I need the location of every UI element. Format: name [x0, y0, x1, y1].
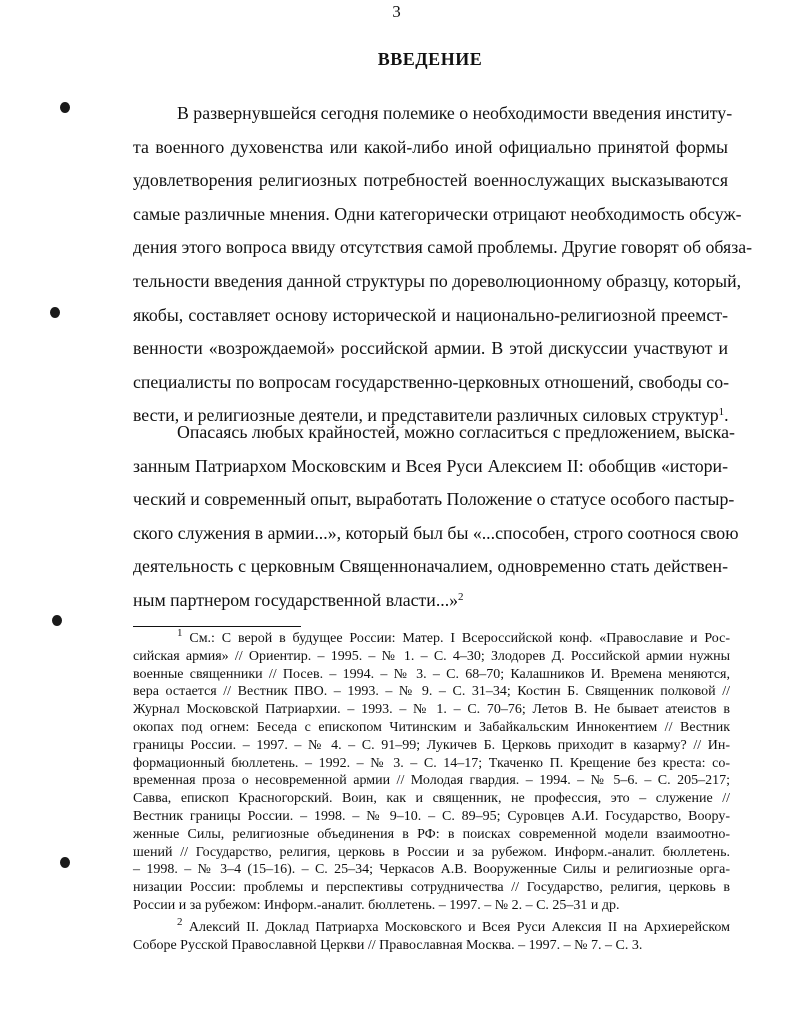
- footnote-text: Алексий II. Доклад Патриарха Московского и Всея Руси Алексия II на Архиерейском: [188, 919, 731, 935]
- footnote-line: вера остается // Вестник ПВО. – 1993. – № 9. – С. 31–34; Костин Б. Священник полковой //: [133, 684, 730, 700]
- footnote-line: формационный бюллетень. – 1992. – № 3. – С. 14–17; Ткаченко П. Крещение без креста: со-: [133, 755, 730, 771]
- binder-hole-mark: [50, 307, 60, 318]
- text-line: специалисты по вопросам государственно-церковных отношений, свободы со-: [133, 371, 730, 392]
- text-line: якобы, составляет основу исторической и национально-религиозной преемст-: [133, 304, 728, 325]
- text-line: та военного духовенства или какой-либо иной официально принятой формы: [133, 136, 728, 157]
- paragraph-1: [133, 97, 753, 433]
- footnote-line: Журнал Московской Патриархии. – 1993. – № 1. – С. 70–76; Летов В. Не бывает атеистов в: [133, 702, 730, 718]
- text-line: дения этого вопроса ввиду отсутствия самой проблемы. Другие говорят об обяза-: [133, 237, 753, 258]
- text-line: деятельность с церковным Священноначалием, одновременно стать действен-: [133, 556, 728, 577]
- footnote-ref-2[interactable]: 2: [458, 590, 464, 603]
- footnote-line: Савва, епископ Красногорский. Воин, как и священник, не профессия, это – служение //: [133, 791, 730, 807]
- footnote-number: 2: [177, 915, 183, 928]
- binder-hole-mark: [60, 857, 70, 868]
- text-line: удовлетворения религиозных потребностей военнослужащих высказываются: [133, 170, 728, 191]
- footnote-line: военные священники // Посев. – 1994. – № 3. – С. 68–70; Калашников И. Времена меняются,: [133, 666, 730, 682]
- text-line: занным Патриархом Московским и Всея Руси Алексием II: обобщив «истори-: [133, 455, 728, 476]
- text-line: венности «возрождаемой» российской армии. В этой дискуссии участвуют и: [133, 338, 728, 359]
- footnote-ref-1[interactable]: 1: [718, 406, 725, 419]
- binder-hole-mark: [52, 615, 62, 626]
- text-line: [133, 584, 728, 618]
- footnote-line: низации России: проблемы и перспективы сотрудничества // Государство, религия, церковь в: [133, 880, 730, 896]
- page-number: 3: [392, 2, 401, 21]
- text-line: ческий и современный опыт, выработать Положение о статусе особого пастыр-: [133, 489, 735, 510]
- footnote-2: [133, 915, 731, 955]
- footnote-text: См.: С верой в будущее России: Матер. I Всероссийской конф. «Православие и Рос-: [189, 631, 730, 646]
- footnotes: [133, 627, 731, 954]
- footnote-line: женные Силы, религиозные объединения в РФ: в поисках современной модели взаимоотно-: [133, 826, 730, 842]
- sentence-end: .: [724, 405, 729, 426]
- text-line: тельности введения данной структуры по дореволюционному образцу, который,: [133, 270, 742, 291]
- footnote-line: – 1998. – № 3–4 (15–16). – С. 25–34; Черкасов А.В. Вооруженные Силы и религиозные орга-: [133, 862, 730, 878]
- footnote-line: временная проза о несовременной армии // Молодая гвардия. – 1994. – № 5–6. – С. 205–217;: [133, 773, 730, 789]
- text-line-content: ным партнером государственной власти...»: [133, 589, 459, 610]
- footnote-line: Вестник границы России. – 1998. – № 9–10. – С. 89–95; Суровцев А.И. Государство, Воору-: [133, 808, 730, 824]
- text-line: В развернувшейся сегодня полемике о необходимости введения институ-: [177, 103, 733, 123]
- footnote-line: Соборе Русской Православной Церкви // Православная Москва. – 1997. – № 7. – С. 3.: [133, 937, 643, 953]
- footnote-line: [133, 627, 730, 648]
- text-line: самые различные мнения. Одни категорически отрицают необходимость обсуж-: [133, 203, 742, 224]
- text-line: Опасаясь любых крайностей, можно согласиться с предложением, выска-: [177, 422, 735, 442]
- footnote-line: границы России. – 1997. – № 4. – С. 91–99; Лукичев Б. Церковь приходит в казарму? // Ин-: [133, 737, 730, 753]
- footnote-line: сийская армия» // Ориентир. – 1995. – № 1. – С. 4–30; Злодорев Д. Российской армии нужны: [133, 648, 730, 664]
- text-line: ского служения в армии...», который был бы «...способен, строго соотнося свою: [133, 522, 739, 543]
- footnote-line: России и за рубежом: Информ.-аналит. бюллетень. – 1997. – № 2. – С. 25–31 и др.: [133, 897, 620, 913]
- footnote-line: окопах под огнем: Беседа с епископом Читинским и Забайкальским Иннокентием // Вестник: [133, 719, 730, 735]
- footnote-1: [133, 627, 730, 915]
- page-title: ВВЕДЕНИЕ: [377, 49, 483, 69]
- text-line-content: вести, и религиозные деятели, и представители различных силовых структур: [133, 405, 719, 426]
- binder-hole-mark: [60, 102, 70, 113]
- footnote-line: шений // Государство, религия, церковь в России и за рубежом. Информ.-аналит. бюллетень.: [133, 844, 730, 860]
- footnote-line: [133, 915, 731, 937]
- footnote-divider: [133, 626, 301, 627]
- paragraph-2: [133, 416, 739, 618]
- footnote-number: 1: [177, 627, 183, 639]
